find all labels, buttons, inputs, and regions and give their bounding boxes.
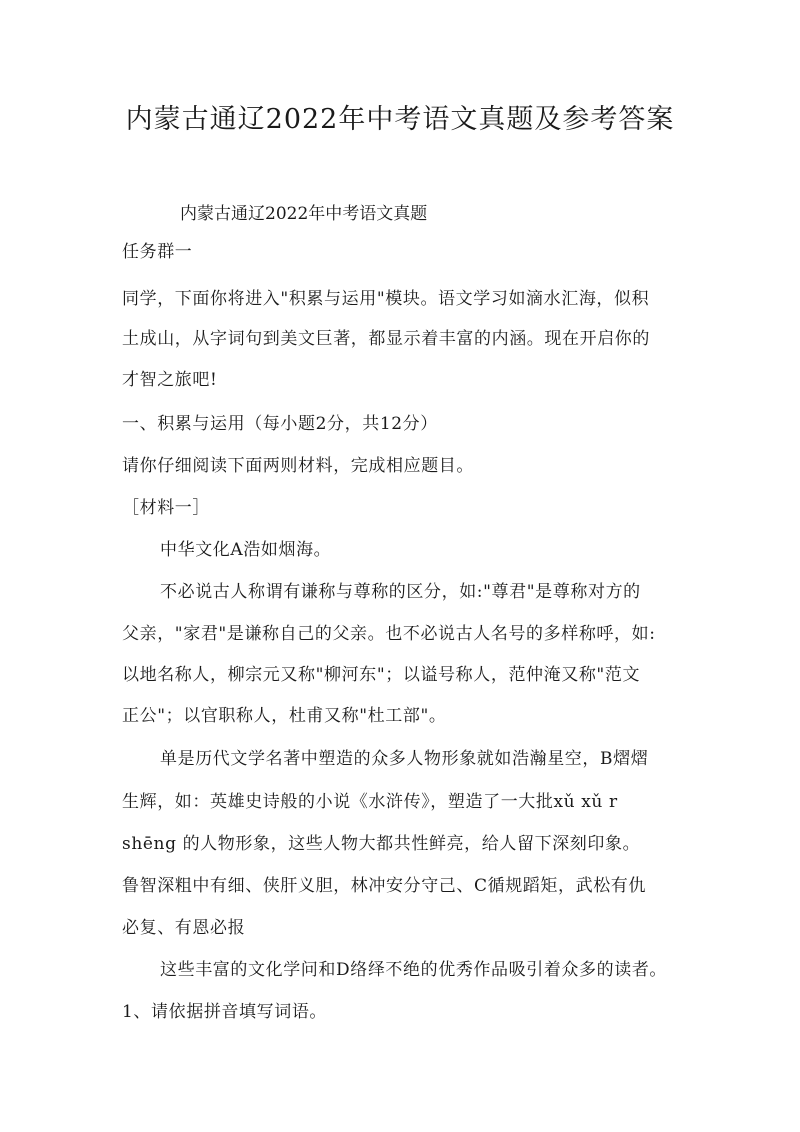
document-subtitle: 内蒙古通辽2022年中考语文真题 — [180, 204, 428, 224]
instruction-line: 请你仔细阅读下面两则材料，完成相应题目。 — [122, 456, 474, 476]
paragraph-line: shēng 的人物形象，这些人物大都共性鲜亮，给人留下深刻印象。 — [122, 834, 641, 854]
question-line: 1、请依据拼音填写词语。 — [122, 1002, 328, 1022]
material-label: ［材料一］ — [122, 498, 210, 518]
paragraph-line: 中华文化A浩如烟海。 — [160, 540, 332, 560]
section-heading: 任务群一 — [122, 242, 193, 262]
paragraph-line: 必复、有恩必报 — [122, 918, 246, 938]
paragraph-line: 正公"；以官职称人，杜甫又称"杜工部"。 — [122, 706, 447, 726]
question-heading: 一、积累与运用（每小题2分，共12分） — [122, 414, 438, 434]
document-title: 内蒙古通辽2022年中考语文真题及参考答案 — [125, 104, 675, 135]
paragraph-line: 鲁智深粗中有细、侠肝义胆，林冲安分守己、C循规蹈矩，武松有仇 — [122, 876, 647, 896]
paragraph-line: 单是历代文学名著中塑造的众多人物形象就如浩瀚星空，B熠熠 — [160, 749, 649, 769]
paragraph-line: 以地名称人，柳宗元又称"柳河东"；以谥号称人，范仲淹又称"范文 — [122, 665, 641, 685]
paragraph-line: 同学，下面你将进入"积累与运用"模块。语文学习如滴水汇海，似积 — [122, 289, 650, 309]
paragraph-line: 土成山，从字词句到美文巨著，都显示着丰富的内涵。现在开启你的 — [122, 329, 650, 349]
paragraph-line: 父亲，"家君"是谦称自己的父亲。也不必说古人名号的多样称呼，如: — [122, 624, 656, 644]
paragraph-line: 不必说古人称谓有谦称与尊称的区分，如:"尊君"是尊称对方的 — [160, 582, 641, 602]
paragraph-line: 才智之旅吧! — [122, 370, 218, 390]
paragraph-line: 这些丰富的文化学问和D络绎不绝的优秀作品吸引着众多的读者。 — [160, 960, 668, 980]
paragraph-line: 生辉，如：英雄史诗般的小说《水浒传》，塑造了一大批xǔ xǔ r — [122, 792, 618, 812]
